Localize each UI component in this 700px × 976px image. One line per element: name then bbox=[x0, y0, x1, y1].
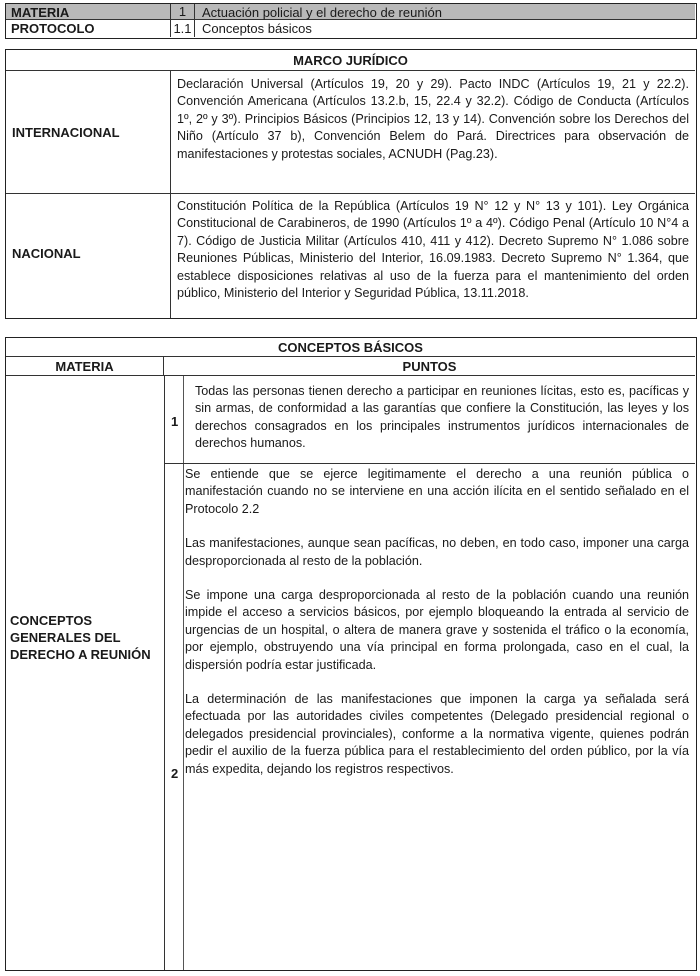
column-header-materia: MATERIA bbox=[6, 357, 164, 376]
point-2-paragraph: Las manifestaciones, aunque sean pacíficas, no deben, en todo caso, imponer una carga desproporcionada al resto de la población. bbox=[185, 536, 689, 568]
row-divider bbox=[6, 193, 695, 194]
point-2-content bbox=[185, 466, 689, 778]
protocolo-text: Conceptos básicos bbox=[202, 21, 312, 36]
internacional-text: Declaración Universal (Artículos 19, 20 y 29). Pacto INDC (Artículos 19, 21 y 22.2). Convención Americana (Artículos 13.2.b, 15, 22.4 y 32.2). Código de Conducta (Artículos 1º, 2º y 3º). Principios Básicos (Principios 12, 13 y 14). Convención sobre los Derechos del Niño (Artículo 37 b), Convención Belem do Pará. Directrices para observación de manifestaciones y protestas sociales, ACNUDH (Pag.23). bbox=[177, 77, 689, 161]
point-2-paragraph: Se entiende que se ejerce legitimamente el derecho a una reunión pública o manifestación cuando no se interviene en una acción ilícita en el sentido señalado en el Protocolo 2.2 bbox=[185, 467, 689, 516]
conceptos-basicos-table bbox=[5, 337, 697, 971]
materia-text: Actuación policial y el derecho de reunión bbox=[202, 5, 442, 20]
materia-conceptos-generales: CONCEPTOS GENERALES DEL DERECHO A REUNIÓN bbox=[10, 613, 151, 662]
point-2-paragraph: Se impone una carga desproporcionada al resto de la población cuando una reunión impide el acceso a servicios básicos, por ejemplo bloqueando la entrada al servicio de urgencias de un hospital, o altera de manera grave y sostenida el tráfico o la economía, por ejemplo, obstruyendo una vía principal en forma prolongada, caso en el cual, la dispersión podría estar justificada. bbox=[185, 588, 689, 672]
point-2-paragraph: La determinación de las manifestaciones que imponen la carga ya señalada será efectuada por las autoridades civiles competentes (Delegado presidencial regional o delegados presidencial provinciales), conforme a la normativa vigente, quienes podrán pedir el auxilio de la fuerza pública para el restablecimiento del orden público, por la vía más expedita, dejando los registros respectivos. bbox=[185, 692, 689, 776]
column-divider bbox=[170, 71, 171, 318]
point-1-text: Todas las personas tienen derecho a participar en reuniones lícitas, esto es, pacíficas y sin armas, de conformidad a las garantías que confiere la Constitución, las leyes y los derechos consagrados en los principales instrumentos jurídicos internacionales de derechos humanos. bbox=[195, 384, 689, 451]
column-header-puntos: PUNTOS bbox=[164, 357, 695, 376]
point-number: 1 bbox=[171, 414, 179, 429]
internacional-label: INTERNACIONAL bbox=[12, 125, 120, 140]
nacional-text: Constitución Política de la República (Artículos 19 N° 12 y N° 13 y 101). Ley Orgánica Constitucional de Carabineros, de 1990 (Artículos 1º a 4º). Código Penal (Artículo 10 N°4 a 7). Código de Justicia Militar (Artículos 410, 411 y 412). Decreto Supremo N° 1.086 sobre Reuniones Públicas, Ministerio del Interior, 16.09.1983. Decreto Supremo N° 1.364, que establece disposiciones relativas al uso de la fuerza para el mantenimiento del orden público, Ministerio del Interior y Seguridad Pública, 13.11.2018. bbox=[177, 199, 689, 301]
materia-number: 1 bbox=[170, 4, 195, 20]
protocolo-number: 1.1 bbox=[170, 20, 195, 37]
nacional-label: NACIONAL bbox=[12, 246, 81, 261]
marco-juridico-title: MARCO JURÍDICO bbox=[6, 50, 695, 71]
point-number: 2 bbox=[171, 766, 179, 781]
protocolo-label: PROTOCOLO bbox=[11, 21, 95, 36]
number-column-divider bbox=[183, 376, 184, 970]
column-divider bbox=[164, 376, 165, 970]
conceptos-basicos-title: CONCEPTOS BÁSICOS bbox=[6, 338, 695, 357]
header-table bbox=[5, 3, 697, 39]
materia-label: MATERIA bbox=[11, 5, 70, 20]
marco-juridico-table bbox=[5, 49, 697, 319]
protocolo-row bbox=[6, 20, 695, 37]
materia-row bbox=[6, 4, 695, 20]
row-divider bbox=[164, 463, 695, 464]
